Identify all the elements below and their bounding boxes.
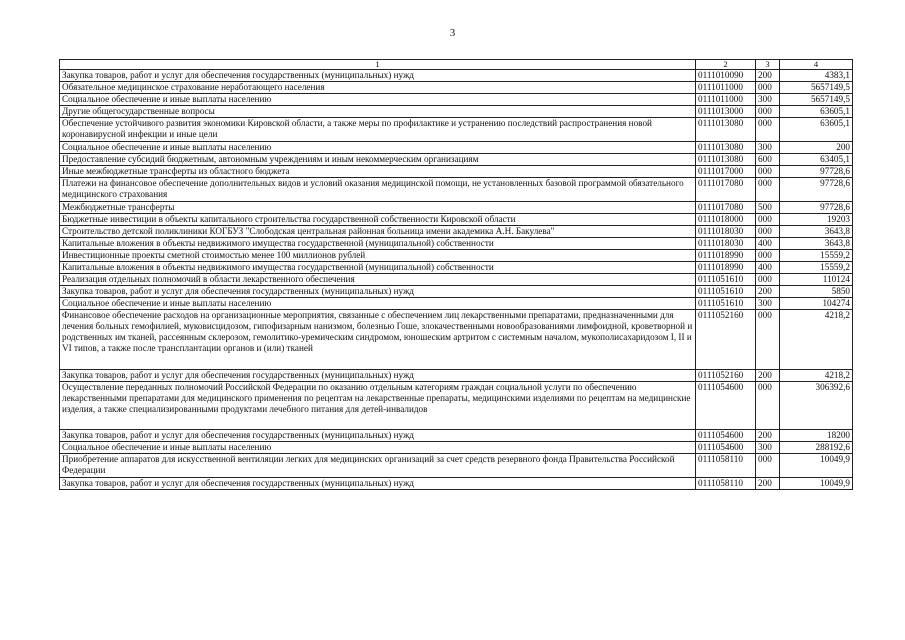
row-type-cell: 000 — [756, 226, 780, 238]
row-code-cell: 0111013080 — [696, 118, 756, 142]
row-code-cell: 0111017000 — [696, 166, 756, 178]
row-name-cell: Капитальные вложения в объекты недвижимого имущества государственной (муниципальной) собственности — [60, 238, 696, 250]
row-type-cell: 300 — [756, 94, 780, 106]
row-name-cell: Социальное обеспечение и иные выплаты населению — [60, 442, 696, 454]
row-type-cell: 000 — [756, 106, 780, 118]
row-type-cell: 000 — [756, 310, 780, 370]
row-code-cell: 0111051610 — [696, 298, 756, 310]
row-amount-cell: 288192,6 — [780, 442, 853, 454]
row-name-cell: Осуществление переданных полномочий Российской Федерации по оказанию отдельным категориям граждан социальной услуги по обеспечению лекарственными препаратами для медицинского применения по рецептам на лекарственные препараты, медицинскими изделиями по рецептам на медицинские изделия, а также специализированными продуктами лечебного питания для детей-инвалидов — [60, 382, 696, 430]
row-code-cell: 0111052160 — [696, 370, 756, 382]
row-type-cell: 400 — [756, 262, 780, 274]
row-amount-cell: 4218,2 — [780, 310, 853, 370]
row-type-cell: 200 — [756, 478, 780, 490]
row-amount-cell: 15559,2 — [780, 262, 853, 274]
row-name-cell: Платежи на финансовое обеспечение дополнительных видов и условий оказания медицинской помощи, не установленных базовой программой обязательного медицинского страхования — [60, 178, 696, 202]
row-amount-cell: 63605,1 — [780, 118, 853, 142]
row-amount-cell: 4383,1 — [780, 70, 853, 82]
row-code-cell: 0111051610 — [696, 274, 756, 286]
row-name-cell: Социальное обеспечение и иные выплаты населению — [60, 298, 696, 310]
row-type-cell: 200 — [756, 70, 780, 82]
row-name-cell: Закупка товаров, работ и услуг для обеспечения государственных (муниципальных) нужд — [60, 286, 696, 298]
row-code-cell: 0111011000 — [696, 94, 756, 106]
table-row — [60, 478, 853, 490]
row-amount-cell: 97728,6 — [780, 178, 853, 202]
row-name-cell: Закупка товаров, работ и услуг для обеспечения государственных (муниципальных) нужд — [60, 370, 696, 382]
row-type-cell: 300 — [756, 442, 780, 454]
row-type-cell: 000 — [756, 250, 780, 262]
row-type-cell: 000 — [756, 118, 780, 142]
row-code-cell: 0111052160 — [696, 310, 756, 370]
row-name-cell: Обязательное медицинское страхование неработающего населения — [60, 82, 696, 94]
row-amount-cell: 3643,8 — [780, 238, 853, 250]
row-name-cell: Закупка товаров, работ и услуг для обеспечения государственных (муниципальных) нужд — [60, 430, 696, 442]
row-code-cell: 0111013080 — [696, 154, 756, 166]
table-row — [60, 226, 853, 238]
header-cell-4: 4 — [780, 60, 853, 70]
table-row — [60, 142, 853, 154]
row-amount-cell: 97728,6 — [780, 166, 853, 178]
row-code-cell: 0111013080 — [696, 142, 756, 154]
table-header-row — [60, 60, 853, 70]
table-row — [60, 298, 853, 310]
table-row — [60, 238, 853, 250]
table-row — [60, 178, 853, 202]
table-row — [60, 94, 853, 106]
row-type-cell: 200 — [756, 370, 780, 382]
header-cell-2: 2 — [696, 60, 756, 70]
row-code-cell: 0111054600 — [696, 442, 756, 454]
row-type-cell: 000 — [756, 382, 780, 430]
table-row — [60, 382, 853, 430]
table-row — [60, 166, 853, 178]
row-type-cell: 000 — [756, 82, 780, 94]
row-name-cell: Закупка товаров, работ и услуг для обеспечения государственных (муниципальных) нужд — [60, 70, 696, 82]
table-row — [60, 154, 853, 166]
row-amount-cell: 97728,6 — [780, 202, 853, 214]
table-row — [60, 202, 853, 214]
row-amount-cell: 10049,9 — [780, 478, 853, 490]
row-type-cell: 300 — [756, 142, 780, 154]
row-amount-cell: 104274 — [780, 298, 853, 310]
row-type-cell: 500 — [756, 202, 780, 214]
row-type-cell: 200 — [756, 286, 780, 298]
row-name-cell: Капитальные вложения в объекты недвижимого имущества государственной (муниципальной) собственности — [60, 262, 696, 274]
row-name-cell: Приобретение аппаратов для искусственной вентиляции легких для медицинских организаций за счет средств резервного фонда Правительства Российской Федерации — [60, 454, 696, 478]
row-amount-cell: 10049,9 — [780, 454, 853, 478]
row-code-cell: 0111017080 — [696, 178, 756, 202]
row-code-cell: 0111054600 — [696, 382, 756, 430]
row-type-cell: 000 — [756, 454, 780, 478]
row-code-cell: 0111017080 — [696, 202, 756, 214]
row-amount-cell: 63405,1 — [780, 154, 853, 166]
row-type-cell: 000 — [756, 166, 780, 178]
table-row — [60, 286, 853, 298]
row-code-cell: 0111011000 — [696, 82, 756, 94]
row-name-cell: Иные межбюджетные трансферты из областного бюджета — [60, 166, 696, 178]
row-code-cell: 0111018990 — [696, 250, 756, 262]
header-cell-1: 1 — [60, 60, 696, 70]
row-amount-cell: 110124 — [780, 274, 853, 286]
row-code-cell: 0111018030 — [696, 238, 756, 250]
budget-table — [59, 59, 853, 490]
row-amount-cell: 63605,1 — [780, 106, 853, 118]
table-row — [60, 262, 853, 274]
row-code-cell: 0111018990 — [696, 262, 756, 274]
row-type-cell: 000 — [756, 178, 780, 202]
row-name-cell: Финансовое обеспечение расходов на организационные мероприятия, связанные с обеспечением лиц лекарственными препаратами, предназначенными для лечения больных гемофилией, муковисцидозом, гипофизарным нанизмом, болезнью Гоше, злокачественными новообразованиями лимфоидной, кроветворной и родственных им тканей, рассеянным склерозом, гемолитико-уремическим синдромом, юношеским артритом с системным началом, мукополисахаридозом I, II и VI типов, а также после трансплантации органов и (или) тканей — [60, 310, 696, 370]
row-type-cell: 000 — [756, 274, 780, 286]
table-row — [60, 250, 853, 262]
row-amount-cell: 200 — [780, 142, 853, 154]
table-row — [60, 430, 853, 442]
row-name-cell: Предоставление субсидий бюджетным, автономным учреждениям и иным некоммерческим организациям — [60, 154, 696, 166]
row-name-cell: Социальное обеспечение и иные выплаты населению — [60, 142, 696, 154]
row-code-cell: 0111013000 — [696, 106, 756, 118]
page-number: 3 — [449, 27, 456, 39]
row-amount-cell: 4218,2 — [780, 370, 853, 382]
table-row — [60, 82, 853, 94]
header-cell-3: 3 — [756, 60, 780, 70]
row-amount-cell: 5657149,5 — [780, 82, 853, 94]
row-code-cell: 0111058110 — [696, 454, 756, 478]
row-code-cell: 0111054600 — [696, 430, 756, 442]
row-name-cell: Другие общегосударственные вопросы — [60, 106, 696, 118]
row-name-cell: Социальное обеспечение и иные выплаты населению — [60, 94, 696, 106]
row-type-cell: 200 — [756, 430, 780, 442]
row-amount-cell: 19203 — [780, 214, 853, 226]
row-name-cell: Межбюджетные трансферты — [60, 202, 696, 214]
table-row — [60, 454, 853, 478]
row-name-cell: Обеспечение устойчивого развития экономики Кировской области, а также меры по профилактике и устранению последствий распространения новой коронавирусной инфекции и иные цели — [60, 118, 696, 142]
row-name-cell: Инвестиционные проекты сметной стоимостью менее 100 миллионов рублей — [60, 250, 696, 262]
row-type-cell: 600 — [756, 154, 780, 166]
row-name-cell: Реализация отдельных полномочий в области лекарственного обеспечения — [60, 274, 696, 286]
row-amount-cell: 18200 — [780, 430, 853, 442]
row-code-cell: 0111018030 — [696, 226, 756, 238]
table-row — [60, 310, 853, 370]
table-row — [60, 118, 853, 142]
row-name-cell: Строительство детской поликлиники КОГБУЗ "Слободская центральная районная больница имени академика А.Н. Бакулева" — [60, 226, 696, 238]
row-amount-cell: 306392,6 — [780, 382, 853, 430]
table-row — [60, 106, 853, 118]
row-amount-cell: 15559,2 — [780, 250, 853, 262]
row-code-cell: 0111058110 — [696, 478, 756, 490]
row-name-cell: Бюджетные инвестиции в объекты капитального строительства государственной собственности Кировской области — [60, 214, 696, 226]
table-row — [60, 274, 853, 286]
table-row — [60, 370, 853, 382]
table-row — [60, 214, 853, 226]
table-row — [60, 442, 853, 454]
row-name-cell: Закупка товаров, работ и услуг для обеспечения государственных (муниципальных) нужд — [60, 478, 696, 490]
row-type-cell: 300 — [756, 298, 780, 310]
row-type-cell: 000 — [756, 214, 780, 226]
row-amount-cell: 5657149,5 — [780, 94, 853, 106]
row-code-cell: 0111018000 — [696, 214, 756, 226]
row-code-cell: 0111051610 — [696, 286, 756, 298]
table-row — [60, 70, 853, 82]
row-type-cell: 400 — [756, 238, 780, 250]
row-code-cell: 0111010090 — [696, 70, 756, 82]
row-amount-cell: 3643,8 — [780, 226, 853, 238]
row-amount-cell: 5850 — [780, 286, 853, 298]
